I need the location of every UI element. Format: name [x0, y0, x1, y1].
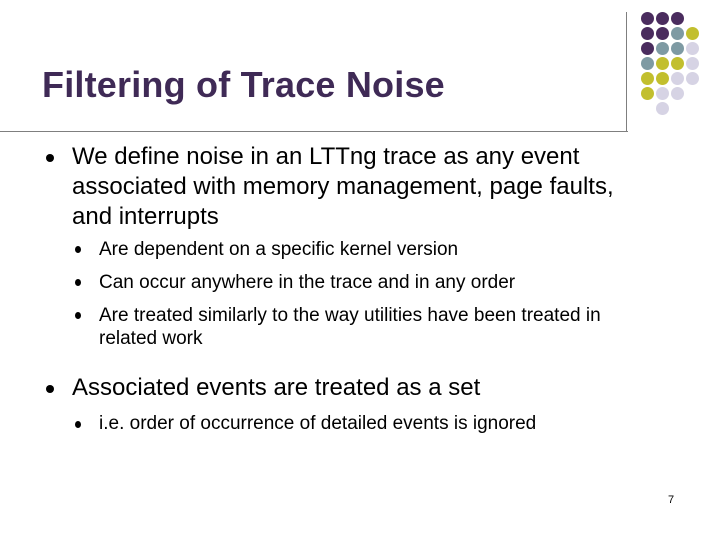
sub-bullet-line: related work: [99, 328, 203, 349]
vertical-divider: [626, 12, 627, 132]
sub-bullet-dot: [75, 279, 81, 286]
sub-bullet-text: [99, 412, 536, 435]
decorative-dot: [641, 87, 654, 100]
bullet-line: Associated events are treated as a set: [72, 374, 481, 401]
decorative-dot: [686, 42, 699, 55]
sub-bullet-line: Can occur anywhere in the trace and in any order: [99, 272, 516, 293]
decorative-dot: [671, 87, 684, 100]
decorative-dot: [686, 27, 699, 40]
sub-bullet-line: Are treated similarly to the way utilities have been treated in: [99, 305, 601, 326]
decorative-dot: [641, 42, 654, 55]
sub-bullet-dot: [75, 246, 81, 253]
page-number: 7: [668, 494, 675, 506]
sub-bullet-line: Are dependent on a specific kernel version: [99, 239, 459, 260]
sub-bullet-dot: [75, 312, 81, 319]
decorative-dot: [671, 27, 684, 40]
bullet-dot: [46, 154, 54, 162]
bullet-text: [72, 373, 480, 403]
decorative-dot: [656, 42, 669, 55]
decorative-dot: [656, 72, 669, 85]
decorative-dot: [641, 27, 654, 40]
sub-bullet-text: [99, 238, 458, 261]
decorative-dot: [656, 27, 669, 40]
bullet-line: and interrupts: [72, 203, 219, 230]
decorative-dot: [656, 87, 669, 100]
slide-title: Filtering of Trace Noise: [42, 64, 445, 105]
bullet-line: We define noise in an LTTng trace as any event: [72, 143, 580, 170]
decorative-dot: [671, 57, 684, 70]
sub-bullet-line: i.e. order of occurrence of detailed events is ignored: [99, 413, 537, 434]
decorative-dot: [671, 72, 684, 85]
bullet-dot: [46, 385, 54, 393]
decorative-dot: [656, 12, 669, 25]
decorative-dot: [641, 57, 654, 70]
bullet-text: [72, 142, 614, 232]
decorative-dot: [671, 42, 684, 55]
sub-bullet-text: [99, 304, 601, 350]
decorative-dot: [656, 57, 669, 70]
sub-bullet-text: [99, 271, 515, 294]
decorative-dot: [686, 72, 699, 85]
decorative-dot: [641, 72, 654, 85]
title-divider: [0, 131, 628, 132]
bullet-line: associated with memory management, page faults,: [72, 173, 614, 200]
decorative-dot: [686, 57, 699, 70]
decorative-dot: [641, 12, 654, 25]
sub-bullet-dot: [75, 421, 81, 428]
decorative-dot: [671, 12, 684, 25]
decorative-dot: [656, 102, 669, 115]
